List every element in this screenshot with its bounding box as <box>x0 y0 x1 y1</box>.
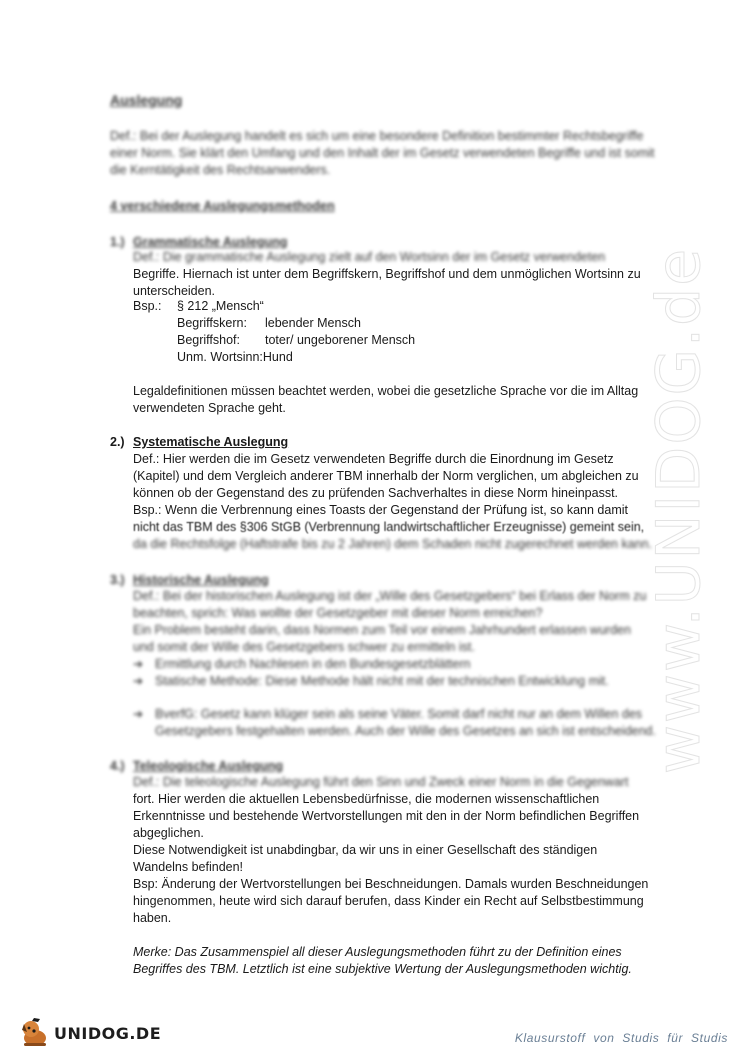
list-item-text: Statische Methode: Diese Methode hält nicht mit der technischen Entwicklung mit. <box>155 674 609 688</box>
methods-heading <box>110 198 655 215</box>
page-title: Auslegung <box>110 92 183 108</box>
example-key: Begriffshof: <box>177 333 241 347</box>
logo-text: UNIDOG.DE <box>54 1023 162 1043</box>
section-4-line: fort. Hier werden die aktuellen Lebensbedürfnisse, die modernen wissenschaftlichen <box>133 792 600 806</box>
section-1-line-1: Def.: Die grammatische Auslegung zielt auf den Wortsinn der im Gesetz verwendeten <box>133 250 606 264</box>
list-item <box>133 673 609 690</box>
section-2-line: nicht das TBM des §306 StGB (Verbrennung landwirtschaftlicher Erzeugnisse) gemeint sein, <box>133 520 645 534</box>
section-2-line: können ob der Gegenstand des zu prüfenden Sachverhaltes in diese Norm hineinpasst. <box>133 486 619 500</box>
quote-line-1: BverfG: Gesetz kann klüger sein als seine Väter. Somit darf nicht nur an dem Willen des <box>155 707 643 721</box>
merke-line-1: Merke: Das Zusammenspiel all dieser Auslegungsmethoden führt zu der Definition eines <box>133 945 622 959</box>
section-4-line: haben. <box>133 911 172 925</box>
intro-definition <box>110 128 655 179</box>
section-3-line: beachten, sprich: Was wollte der Gesetzgeber mit dieser Norm erreichen? <box>133 606 543 620</box>
section-1-line-3: unterscheiden. <box>133 284 216 298</box>
example-row <box>133 332 415 349</box>
list-item-text: Ermittlung durch Nachlesen in den Bundesgesetzblättern <box>155 657 471 671</box>
section-2-line: Bsp.: Wenn die Verbrennung eines Toasts der Gegenstand der Prüfung ist, so kann damit <box>133 503 628 517</box>
example-value: lebender Mensch <box>265 316 361 330</box>
example-row <box>133 315 415 332</box>
section-3-heading <box>110 572 269 589</box>
section-4-line-1: Def.: Die teleologische Auslegung führt den Sinn und Zweck einer Norm in die Gegenwart <box>133 775 629 789</box>
list-item <box>133 656 609 673</box>
section-2-line: da die Rechtsfolge (Haftstrafe bis zu 2 Jahren) dem Schaden nicht zugerechnet werden kann. <box>133 537 653 551</box>
section-number: 1.) <box>110 235 125 249</box>
example-value: Hund <box>262 350 293 364</box>
section-3-line: und somit der Wille des Gesetzgebers schwer zu ermitteln ist. <box>133 640 475 654</box>
right-arrow-icon: ➔ <box>133 674 144 688</box>
merke-line-2: Begriffes des TBM. Letztlich ist eine subjektive Wertung der Auslegungsmethoden wichtig. <box>133 962 632 976</box>
methods-heading-text: 4 verschiedene Auslegungsmethoden <box>110 199 335 213</box>
section-title: Historische Auslegung <box>133 573 269 587</box>
quote-block <box>133 706 656 740</box>
bullet-list <box>133 656 609 690</box>
example-row <box>133 349 415 366</box>
watermark-text: www.UNIDOG.de <box>644 246 715 774</box>
legal-note-line-2: verwendeten Sprache geht. <box>133 401 286 415</box>
right-arrow-icon: ➔ <box>133 707 144 721</box>
dog-logo-icon <box>18 1018 52 1048</box>
example-row <box>133 298 415 315</box>
list-item <box>133 706 656 723</box>
section-3-line: Def.: Bei der historischen Auslegung ist der „Wille des Gesetzgebers“ bei Erlass der Norm zu <box>133 589 647 603</box>
footer-tagline: Klausurstoff von Studis für Studis <box>514 1031 728 1045</box>
example-value: toter/ ungeborener Mensch <box>265 333 416 347</box>
quote-line-2: Gesetzgebers festgehalten werden. Auch der Wille des Gesetzes an sich ist entscheidend. <box>155 724 656 738</box>
example-key: Begriffskern: <box>177 316 247 330</box>
section-title: Grammatische Auslegung <box>133 235 288 249</box>
section-4-line: abgeglichen. <box>133 826 204 840</box>
section-3-line: Ein Problem besteht darin, dass Normen zum Teil vor einem Jahrhundert erlassen wurden <box>133 623 631 637</box>
intro-definition-text: Def.: Bei der Auslegung handelt es sich um eine besondere Definition bestimmter Rechtsbegriffe einer Norm. Sie klärt den Umfang und den Inhalt der im Gesetz verwendeten Begriffe und ist somit die Kerntätigkeit des Rechtsanwenders. <box>110 129 655 177</box>
unidog-logo[interactable] <box>18 1018 161 1048</box>
section-number: 2.) <box>110 435 125 449</box>
example-key: Unm. Wortsinn: <box>177 350 263 364</box>
section-title: Teleologische Auslegung <box>133 759 284 773</box>
section-4-line: Bsp: Änderung der Wertvorstellungen bei Beschneidungen. Damals wurden Beschneidungen <box>133 877 649 891</box>
section-1-line-2: Begriffe. Hiernach ist unter dem Begriffskern, Begriffshof und dem unmöglichen Wortsinn zu <box>133 267 641 281</box>
example-table <box>133 298 415 366</box>
example-label: Bsp.: <box>133 299 162 313</box>
section-title: Systematische Auslegung <box>133 435 289 449</box>
section-4-line: Erkenntnisse und bestehende Wertvorstellungen mit den in der Norm befindlichen Begriffen <box>133 809 640 823</box>
example-law: § 212 „Mensch“ <box>177 299 264 313</box>
section-number: 3.) <box>110 573 125 587</box>
right-arrow-icon: ➔ <box>133 657 144 671</box>
section-number: 4.) <box>110 759 125 773</box>
section-4-line: Diese Notwendigkeit ist unabdingbar, da wir uns in einer Gesellschaft des ständigen <box>133 843 598 857</box>
section-4-heading <box>110 758 283 775</box>
legal-note-line-1: Legaldefinitionen müssen beachtet werden, wobei die gesetzliche Sprache vor die im Alltag <box>133 384 639 398</box>
section-4-line: Wandelns befinden! <box>133 860 244 874</box>
section-2-line: (Kapitel) und dem Vergleich anderer TBM innerhalb der Norm verglichen, um abgleichen zu <box>133 469 639 483</box>
section-2-line: Def.: Hier werden die im Gesetz verwendeten Begriffe durch die Einordnung im Gesetz <box>133 452 614 466</box>
list-item <box>133 723 656 740</box>
section-2-heading <box>110 434 288 451</box>
section-4-line: hingenommen, heute wird sich darauf berufen, dass Kinder ein Recht auf Selbstbestimmung <box>133 894 644 908</box>
